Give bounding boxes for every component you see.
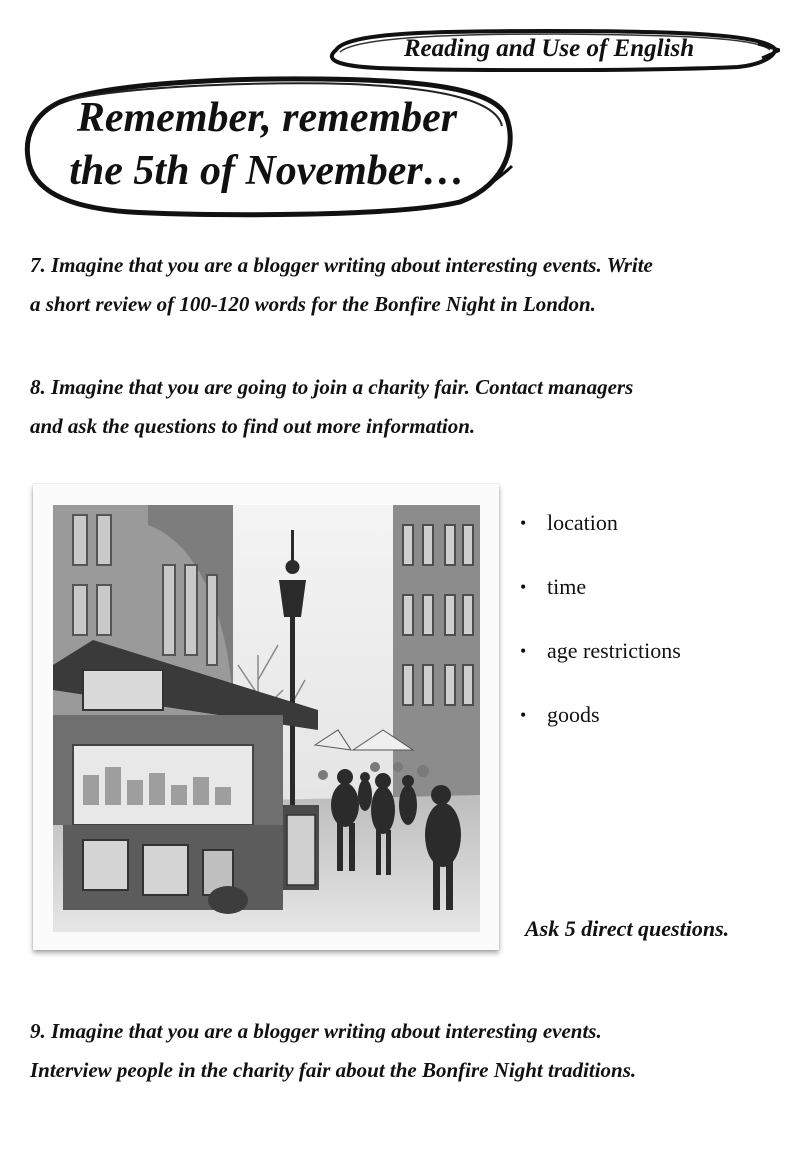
section-label-badge — [318, 28, 780, 72]
title-line-2: the 5th of November… — [69, 148, 465, 194]
task-8 — [30, 368, 770, 446]
task-9 — [30, 1012, 770, 1090]
task-7-line-2: a short review of 100-120 words for the Bonfire Night in London. — [30, 292, 596, 316]
list-item — [518, 695, 778, 759]
page-title — [20, 92, 514, 198]
topic-time: time — [547, 574, 587, 599]
list-item — [518, 503, 778, 567]
ask-questions-note: Ask 5 direct questions. — [525, 916, 730, 941]
task-9-line-1: 9. Imagine that you are a blogger writing about interesting events. — [30, 1019, 602, 1043]
market-street-sketch — [53, 505, 480, 932]
task-8-line-2: and ask the questions to find out more information. — [30, 414, 476, 438]
task-7-line-1: 7. Imagine that you are a blogger writing about interesting events. Write — [30, 253, 653, 277]
task-8-line-1: 8. Imagine that you are going to join a charity fair. Contact managers — [30, 375, 634, 399]
topic-location: location — [547, 510, 618, 535]
title-badge — [20, 74, 514, 218]
bullet-icon: • — [520, 705, 527, 725]
bullet-icon: • — [520, 641, 527, 661]
charity-fair-sketch-photo — [33, 484, 499, 950]
bullet-icon: • — [520, 577, 527, 597]
list-item — [518, 631, 778, 695]
topic-age-restrictions: age restrictions — [547, 638, 681, 663]
task-9-line-2: Interview people in the charity fair about the Bonfire Night traditions. — [30, 1058, 637, 1082]
section-label: Reading and Use of English — [403, 35, 695, 62]
topic-list — [518, 503, 778, 759]
topic-goods: goods — [547, 702, 600, 727]
title-line-1: Remember, remember — [76, 95, 458, 141]
task-7 — [30, 246, 770, 324]
bullet-icon: • — [520, 513, 527, 533]
list-item — [518, 567, 778, 631]
